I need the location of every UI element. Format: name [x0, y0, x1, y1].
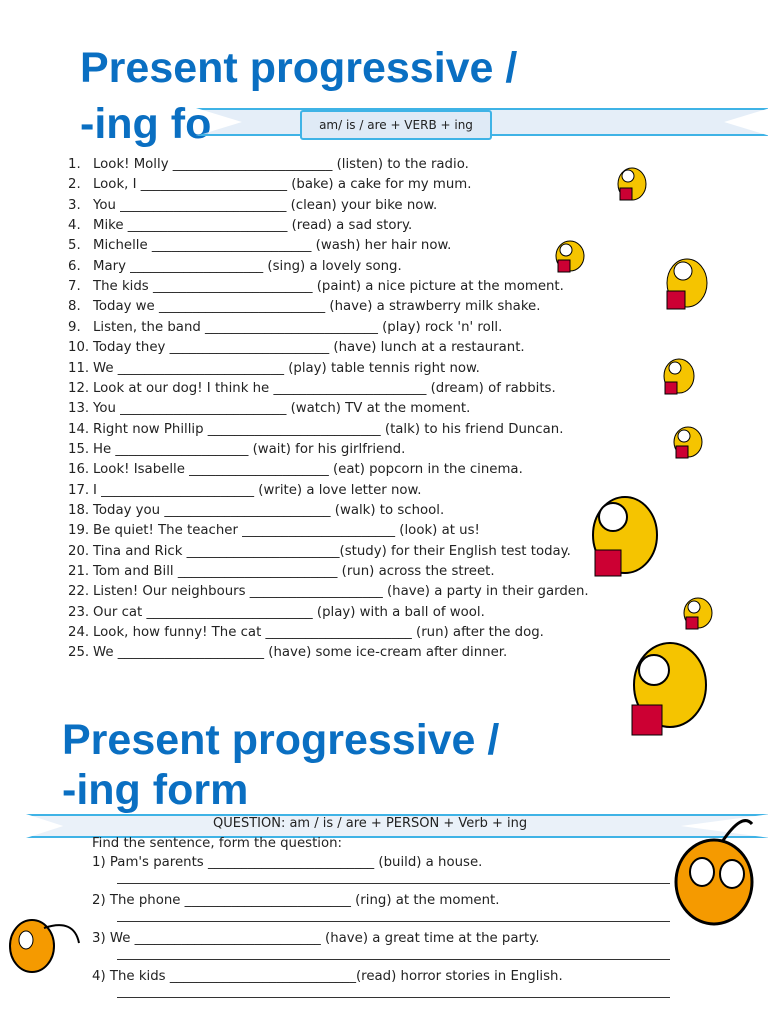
section1-title-line2: -ing fo [80, 100, 212, 148]
item-text: Be quiet! The teacher _______________________ (look) at us! [93, 523, 480, 539]
exercise-item [68, 503, 444, 519]
item-text: Today we _________________________ (have) a strawberry milk shake. [93, 299, 541, 315]
item-number: 18. [68, 502, 90, 518]
item-text: We ______________________ (have) some ice-cream after dinner. [93, 645, 508, 661]
item-text: You _________________________ (clean) your bike now. [93, 197, 438, 213]
item-text: Michelle ________________________ (wash) her hair now. [93, 238, 452, 254]
exercise-item [68, 340, 525, 356]
exercise-item [68, 361, 480, 377]
item-text: Mary ____________________ (sing) a lovely song. [93, 258, 402, 274]
item-text: Today you _________________________ (walk) to school. [93, 502, 445, 518]
item-number: 17. [68, 482, 90, 498]
item-number: 23. [68, 604, 90, 620]
answer-line[interactable] [117, 921, 670, 922]
cartoon-bee-icon [4, 898, 84, 978]
exercise-item [68, 523, 480, 539]
exercise-item [68, 218, 412, 234]
item-text: Our cat _________________________ (play) with a ball of wool. [93, 604, 485, 620]
question-item: 1) Pam's parents _________________________ (build) a house. [92, 855, 483, 870]
exercise-item [68, 544, 571, 560]
item-number: 4. [68, 218, 81, 234]
exercise-item [68, 401, 470, 417]
exercise-item [68, 564, 495, 580]
exercise-item [68, 279, 564, 295]
item-text: Right now Phillip __________________________ (talk) to his friend Duncan. [93, 421, 564, 437]
exercise-item [68, 320, 502, 336]
item-text: I _______________________ (write) a love letter now. [93, 482, 422, 498]
bee-icon [655, 243, 720, 318]
item-text: Look, how funny! The cat ______________________ (run) after the dog. [93, 625, 544, 641]
item-number: 14. [68, 421, 90, 437]
item-text: Look at our dog! I think he _______________________ (dream) of rabbits. [93, 380, 556, 396]
section1-title-line1: Present progressive / [80, 44, 518, 92]
item-number: 19. [68, 523, 90, 539]
exercise-item [68, 483, 421, 499]
bee-icon [666, 414, 711, 464]
exercise-item [68, 259, 402, 275]
cartoon-bee-icon [652, 812, 768, 937]
exercise-item [68, 605, 485, 621]
item-number: 22. [68, 584, 90, 600]
bee-icon [575, 475, 675, 590]
item-number: 6. [68, 258, 81, 274]
item-number: 20. [68, 543, 90, 559]
exercise-item [68, 238, 451, 254]
item-text: The kids ________________________ (paint) a nice picture at the moment. [93, 279, 564, 295]
answer-line[interactable] [117, 959, 670, 960]
item-number: 15. [68, 441, 90, 457]
bee-icon [610, 152, 655, 207]
question-item: 3) We ____________________________ (have) a great time at the party. [92, 931, 540, 946]
answer-line[interactable] [117, 883, 670, 884]
formula-banner: am/ is / are + VERB + ing [300, 110, 492, 140]
bee-icon [548, 228, 593, 278]
item-text: Listen! Our neighbours ____________________ (have) a party in their garden. [93, 584, 589, 600]
exercise-item [68, 584, 589, 600]
item-text: Look! Isabelle _____________________ (eat) popcorn in the cinema. [93, 462, 523, 478]
item-number: 5. [68, 238, 81, 254]
item-text: Listen, the band __________________________ (play) rock 'n' roll. [93, 319, 503, 335]
item-number: 8. [68, 299, 81, 315]
item-number: 24. [68, 625, 90, 641]
item-number: 10. [68, 340, 90, 356]
item-number: 16. [68, 462, 90, 478]
answer-line[interactable] [117, 997, 670, 998]
item-text: We _________________________ (play) table tennis right now. [93, 360, 480, 376]
item-number: 9. [68, 319, 81, 335]
item-number: 2. [68, 177, 81, 193]
item-text: He ____________________ (wait) for his girlfriend. [93, 441, 406, 457]
item-number: 1. [68, 157, 81, 172]
exercise-item [68, 177, 471, 193]
bee-icon [655, 346, 703, 401]
exercise-item [68, 645, 507, 661]
exercise-item [68, 198, 437, 214]
exercise-item [68, 462, 523, 478]
exercise-item [68, 442, 405, 458]
question-item: 4) The kids ____________________________(read) horror stories in English. [92, 969, 563, 984]
bee-icon [612, 625, 727, 750]
item-number: 25. [68, 645, 90, 661]
item-text: Tina and Rick _______________________(study) for their English test today. [93, 543, 571, 559]
item-text: Look, I ______________________ (bake) a cake for my mum. [93, 177, 472, 193]
item-number: 11. [68, 360, 90, 376]
section2-title-line1: Present progressive / [62, 716, 500, 764]
exercise-item [68, 422, 563, 438]
item-text: Mike ________________________ (read) a sad story. [93, 218, 413, 234]
instruction: Find the sentence, form the question: [92, 836, 343, 851]
item-number: 13. [68, 401, 90, 417]
item-text: Today they ________________________ (have) lunch at a restaurant. [93, 340, 525, 356]
item-text: Look! Molly ________________________ (listen) to the radio. [93, 157, 469, 172]
question-item: 2) The phone _________________________ (ring) at the moment. [92, 893, 500, 908]
question-formula: QUESTION: am / is / are + PERSON + Verb + ing [213, 816, 528, 831]
item-text: You _________________________ (watch) TV at the moment. [93, 401, 471, 417]
exercise-item [68, 625, 544, 641]
item-number: 3. [68, 197, 81, 213]
exercise-item [68, 381, 556, 397]
exercise-item [68, 299, 540, 315]
item-number: 7. [68, 279, 81, 295]
item-number: 21. [68, 564, 90, 579]
exercise-item [68, 157, 469, 173]
section2-title-line2: -ing form [62, 766, 249, 814]
item-number: 12. [68, 380, 90, 396]
item-text: Tom and Bill ________________________ (run) across the street. [93, 564, 495, 579]
